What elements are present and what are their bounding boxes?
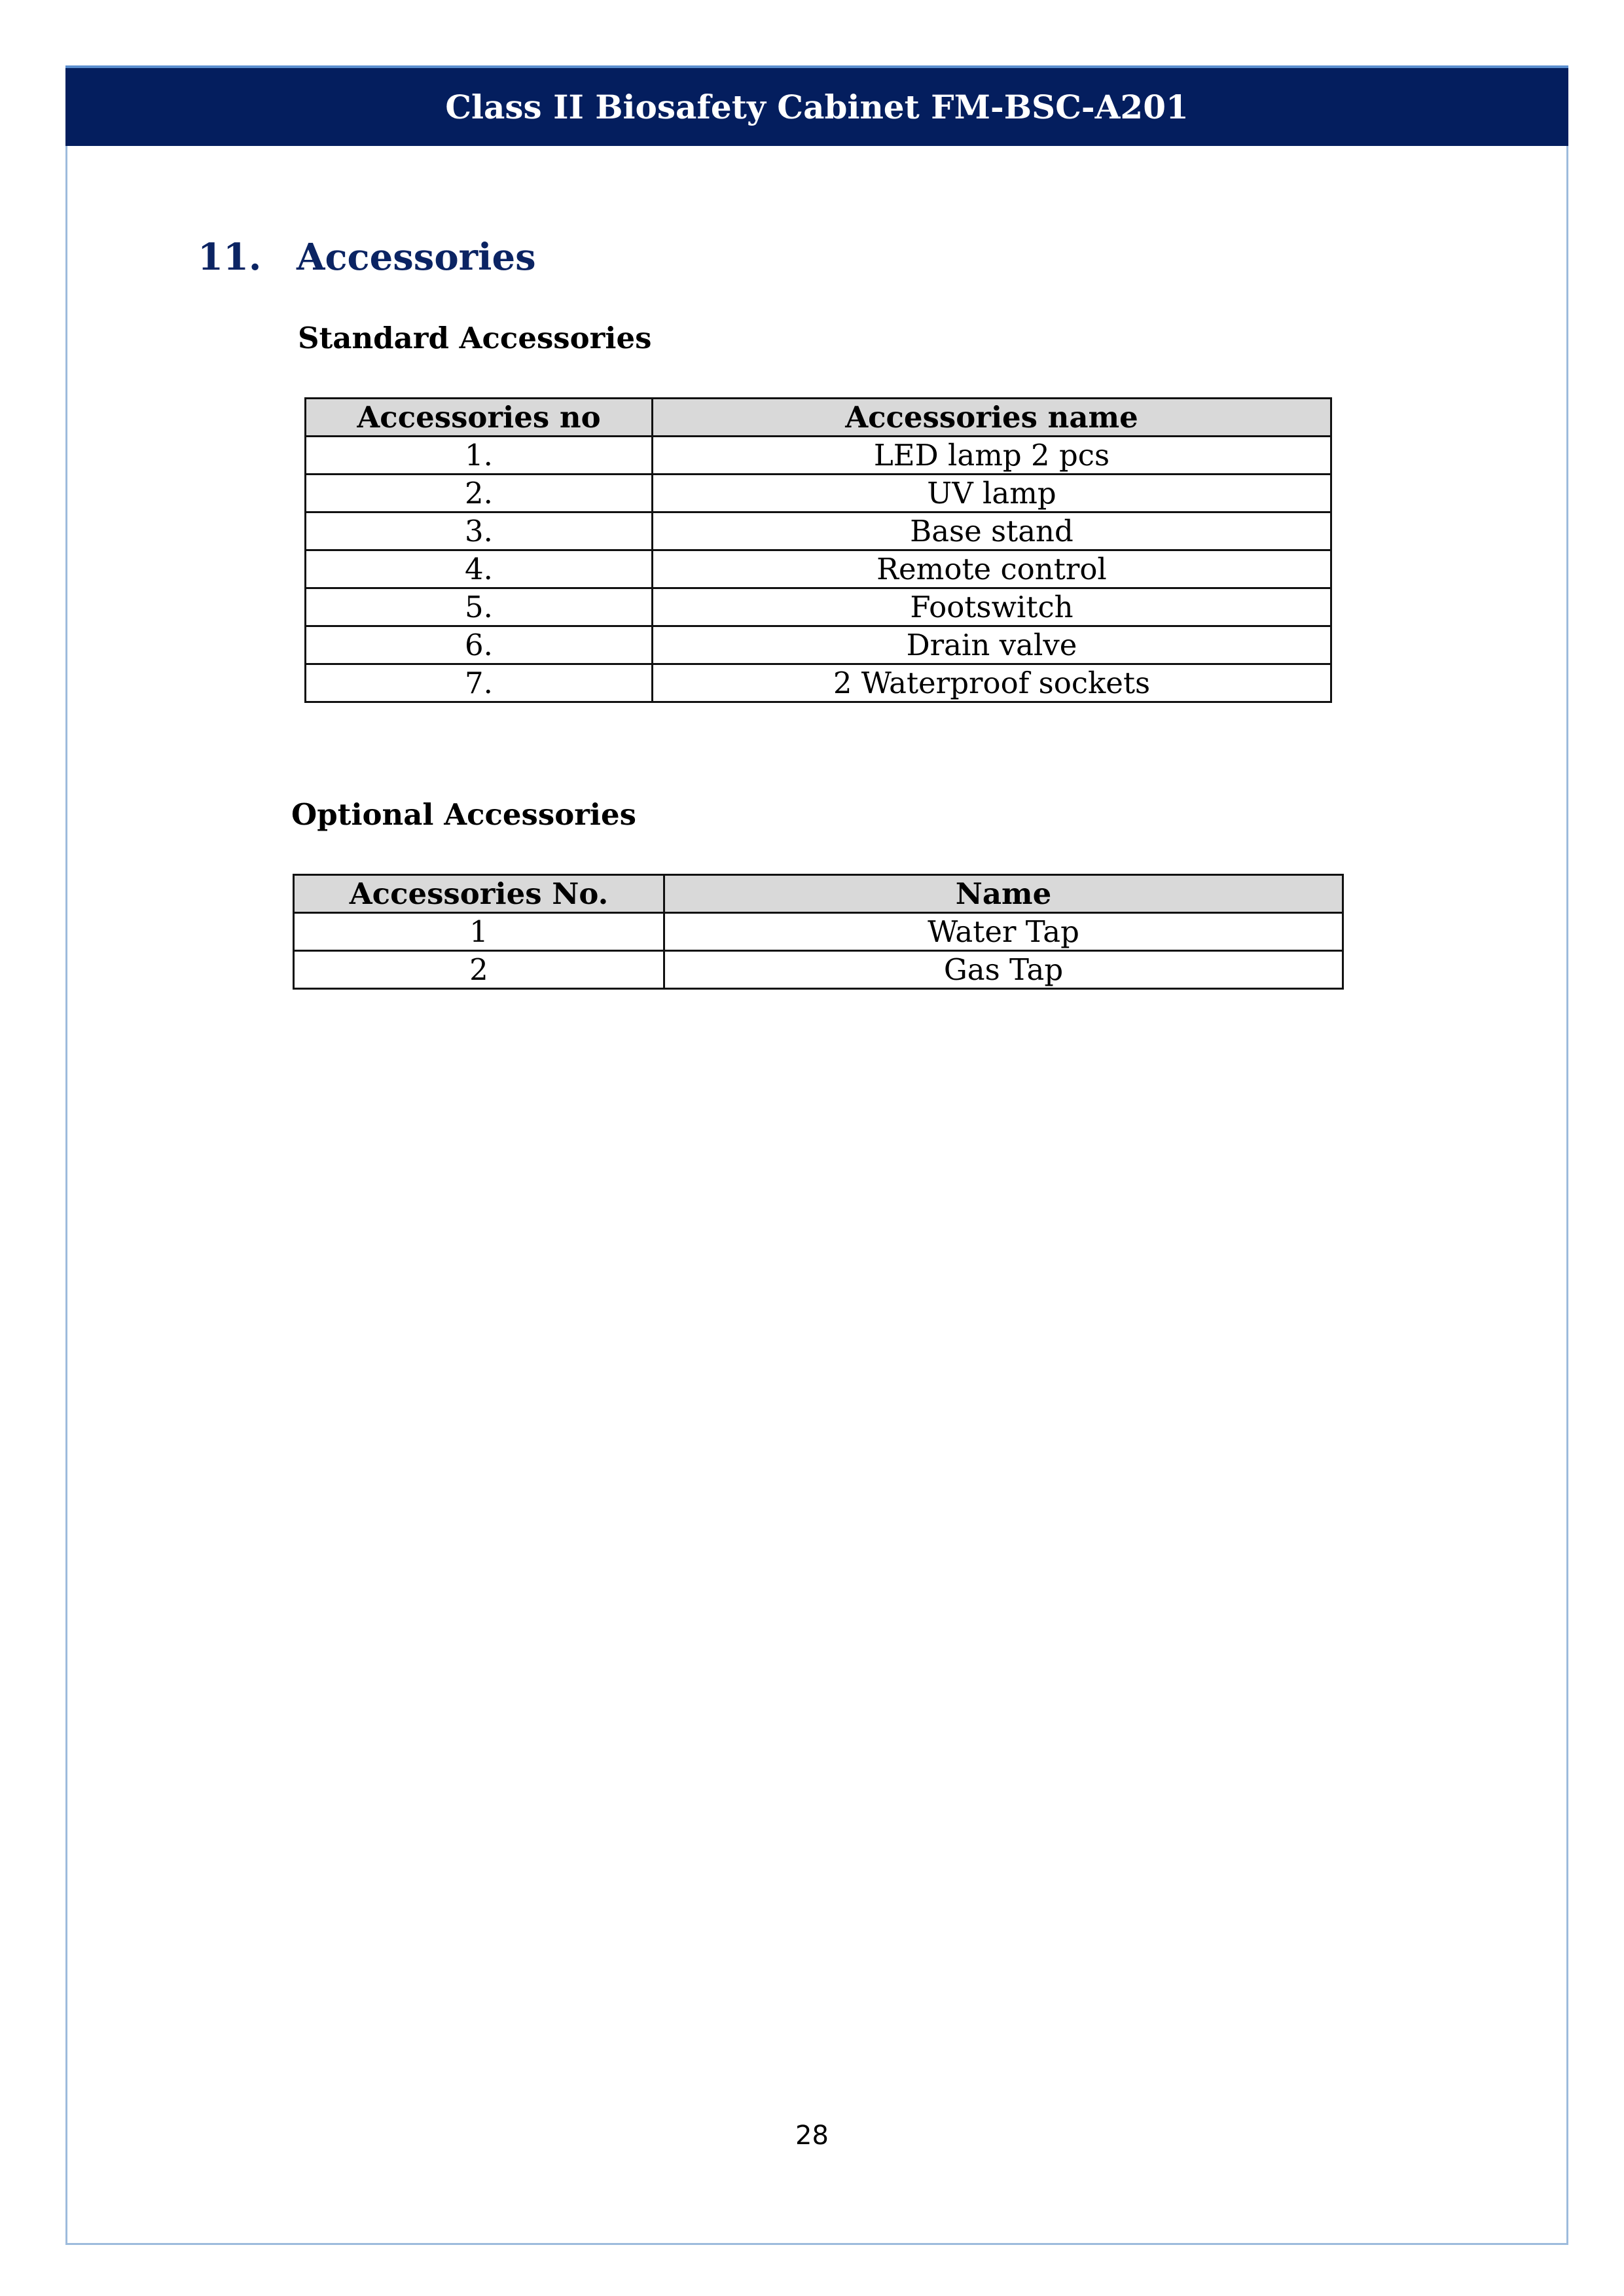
accessory-name: LED lamp 2 pcs xyxy=(653,437,1331,475)
section-heading xyxy=(198,236,536,279)
accessory-name: 2 Waterproof sockets xyxy=(653,664,1331,702)
accessory-no: 1. xyxy=(306,437,653,475)
optional-accessories-heading: Optional Accessories xyxy=(291,797,636,832)
accessory-name: Remote control xyxy=(653,550,1331,588)
accessory-no: 6. xyxy=(306,626,653,664)
document-title: Class II Biosafety Cabinet FM-BSC-A201 xyxy=(445,88,1189,126)
column-header: Accessories name xyxy=(653,399,1331,437)
standard-accessories-heading: Standard Accessories xyxy=(298,321,652,355)
accessory-no: 7. xyxy=(306,664,653,702)
accessory-name: Gas Tap xyxy=(664,951,1343,989)
accessory-no: 1 xyxy=(294,913,664,951)
table-row xyxy=(294,951,1343,989)
accessory-name: Water Tap xyxy=(664,913,1343,951)
table-row xyxy=(306,664,1331,702)
section-title: Accessories xyxy=(297,236,536,279)
page-frame xyxy=(65,65,1568,2245)
table-row xyxy=(306,626,1331,664)
table-row xyxy=(294,913,1343,951)
table-row xyxy=(306,512,1331,550)
header-band xyxy=(65,65,1568,146)
accessory-no: 5. xyxy=(306,588,653,626)
table-row xyxy=(306,437,1331,475)
table-row xyxy=(306,475,1331,512)
page-number: 28 xyxy=(795,2121,829,2151)
section-number: 11. xyxy=(198,236,262,279)
accessory-name: Base stand xyxy=(653,512,1331,550)
accessory-no: 2 xyxy=(294,951,664,989)
accessory-name: Footswitch xyxy=(653,588,1331,626)
table-header-row xyxy=(306,399,1331,437)
column-header: Accessories No. xyxy=(294,875,664,913)
table-row xyxy=(306,588,1331,626)
table-header-row xyxy=(294,875,1343,913)
accessory-name: UV lamp xyxy=(653,475,1331,512)
accessory-no: 4. xyxy=(306,550,653,588)
column-header: Accessories no xyxy=(306,399,653,437)
standard-accessories-table xyxy=(304,397,1332,703)
accessory-no: 2. xyxy=(306,475,653,512)
optional-accessories-table xyxy=(293,874,1344,990)
accessory-no: 3. xyxy=(306,512,653,550)
column-header: Name xyxy=(664,875,1343,913)
accessory-name: Drain valve xyxy=(653,626,1331,664)
table-row xyxy=(306,550,1331,588)
